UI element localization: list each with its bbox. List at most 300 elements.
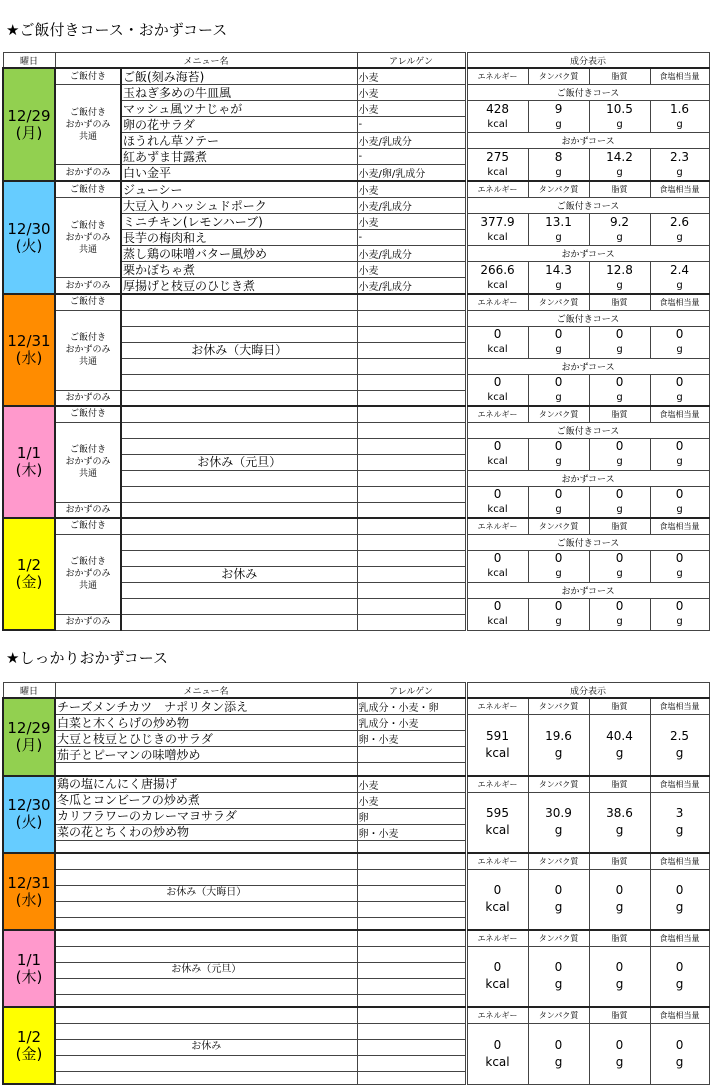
unit: kcal [467,230,528,246]
allergen: 小麦 [357,214,465,230]
nutrition-value [650,946,709,1007]
menu-item: ミニチキン(レモンハーブ) [121,214,357,230]
allergen-empty [357,582,465,598]
allergen-empty [357,946,465,962]
nutrition-value [589,946,650,1007]
value: 595 [486,806,509,821]
unit: g [650,614,709,630]
header-menu: メニュー名 [55,53,357,69]
allergen: - [357,149,465,165]
label-common [55,534,121,614]
day-cell [3,776,55,854]
nutrition-label: 食塩相当量 [650,853,709,869]
day-of-week: (月) [15,123,43,142]
value: 0 [675,883,684,898]
course-okazu-label: おかずコース [467,246,709,262]
value: 0 [554,883,563,898]
day-date: 12/30 [7,796,51,815]
okazu-value: 0 [589,598,650,614]
unit: kcal [467,566,528,582]
allergen-empty [357,486,465,502]
unit: g [528,566,589,582]
unit: g [589,278,650,295]
gohan-value: 428 [467,101,528,117]
unit: g [589,342,650,358]
allergen-empty [357,406,465,422]
menu-empty [121,502,357,518]
gohan-value: 0 [467,550,528,566]
allergen: 小麦 [357,85,465,101]
label-gohan: ご飯付き [55,294,121,310]
day-date: 12/31 [7,873,51,892]
allergen-empty [357,901,465,917]
value: 3 [675,806,684,821]
label-common-shared: 共通 [78,131,97,142]
label-common-okazu: おかずのみ [65,569,111,579]
unit: g [650,230,709,246]
unit: g [554,1054,563,1069]
nutrition-label: エネルギー [467,406,528,422]
menu-empty [55,1055,357,1071]
allergen: 小麦/乳成分 [357,278,465,295]
nutrition-label: 脂質 [589,698,650,715]
menu-item: 白い金平 [121,165,357,182]
unit: g [615,1054,624,1069]
nutrition-label: タンパク質 [528,68,589,85]
allergen-empty [357,1023,465,1039]
allergen-empty [357,358,465,374]
nutrition-label: タンパク質 [528,294,589,310]
nutrition-label: 脂質 [589,776,650,793]
value: 0 [493,883,502,898]
label-common-gohan: ご飯付き [69,107,106,118]
allergen-empty [357,885,465,901]
nutrition-value [589,1023,650,1084]
menu-item: 茄子とピーマンの味噌炒め [55,747,357,763]
day-date: 1/2 [16,556,42,574]
okazu-value: 0 [589,486,650,502]
unit: g [675,823,684,838]
unit: kcal [467,278,528,295]
label-common-shared: 共通 [78,469,97,479]
nutrition-label: タンパク質 [528,181,589,198]
allergen-empty [357,994,465,1007]
okazu-value: 0 [650,374,709,390]
label-gohan: ご飯付き [55,518,121,534]
menu-empty [121,390,357,406]
menu-table-shikkari [2,682,710,1085]
unit: g [554,900,563,915]
gohan-value: 9 [528,101,589,117]
menu-empty [55,978,357,994]
menu-empty [55,994,357,1007]
okazu-value: 0 [528,486,589,502]
gohan-value: 0 [467,438,528,454]
gohan-value: 13.1 [528,214,589,230]
nutrition-label: エネルギー [467,181,528,198]
allergen-empty [357,598,465,614]
day-cell [3,406,55,518]
nutrition-label: 脂質 [589,853,650,869]
okazu-value: 0 [650,486,709,502]
unit: kcal [467,614,528,630]
course-gohan-label: ご飯付きコース [467,310,709,326]
menu-empty [121,614,357,630]
menu-item: 蒸し鶏の味噌バター風炒め [121,246,357,262]
unit: g [615,900,624,915]
nutrition-label: タンパク質 [528,1007,589,1023]
menu-item: 紅あずま甘露煮 [121,149,357,165]
section1-title: ★ご飯付きコース・おかずコース [6,21,228,39]
day-cell [3,294,55,406]
allergen: 小麦 [357,181,465,198]
nutrition-label: タンパク質 [528,406,589,422]
label-common-shared: 共通 [78,357,97,367]
nutrition-label: 脂質 [589,1007,650,1023]
allergen: - [357,117,465,133]
allergen-empty [357,438,465,454]
unit: g [528,454,589,470]
nutrition-label: 脂質 [589,406,650,422]
menu-empty [55,930,357,946]
unit: g [528,278,589,295]
allergen-empty [357,310,465,326]
unit: g [589,566,650,582]
menu-empty [55,853,357,869]
nutrition-value [467,869,528,930]
label-common-gohan: ご飯付き [69,445,106,455]
unit: g [650,342,709,358]
allergen: 小麦/卵/乳成分 [357,165,465,182]
header-nutrition: 成分表示 [467,53,709,69]
okazu-value: 2.4 [650,262,709,278]
value: 591 [486,728,509,743]
allergen-empty [357,1007,465,1023]
menu-empty [55,917,357,930]
course-okazu-label: おかずコース [467,582,709,598]
day-of-week: (木) [15,967,43,986]
day-date: 1/2 [16,1027,42,1046]
value: 0 [615,960,624,975]
value: 40.4 [606,728,633,743]
allergen-empty [357,502,465,518]
okazu-value: 0 [528,374,589,390]
unit: g [615,745,624,760]
unit: g [615,823,624,838]
menu-item: 卵の花サラダ [121,117,357,133]
nutrition-value [528,869,589,930]
day-of-week: (水) [15,890,43,909]
allergen: 卵・小麦 [357,824,465,840]
header-allergen: アレルゲン [357,53,465,69]
allergen: 卵・小麦 [357,731,465,747]
value: 0 [615,1037,624,1052]
nutrition-label: 食塩相当量 [650,930,709,946]
label-common [55,198,121,278]
unit: g [650,566,709,582]
allergen-empty [357,470,465,486]
label-common-okazu: おかずのみ [65,457,111,467]
unit: g [650,502,709,518]
allergen: 小麦 [357,792,465,808]
label-common-gohan: ご飯付き [69,333,106,343]
day-cell [3,930,55,1007]
okazu-value: 14.3 [528,262,589,278]
unit: g [589,230,650,246]
nutrition-value [650,1023,709,1084]
menu-empty [55,763,357,776]
okazu-value: 0 [650,598,709,614]
menu-item: 冬瓜とコンビーフの炒め煮 [55,792,357,808]
course-gohan-label: ご飯付きコース [467,198,709,214]
gohan-value: 0 [589,550,650,566]
allergen-empty [357,853,465,869]
menu-empty [55,869,357,885]
unit: g [675,977,684,992]
allergen-empty [357,978,465,994]
allergen-empty [357,1055,465,1071]
allergen-empty [357,454,465,470]
gohan-value: 9.2 [589,214,650,230]
nutrition-label: 食塩相当量 [650,518,709,534]
header-day: 曜日 [3,53,55,69]
rest-notice: お休み（大晦日） [55,885,357,901]
header-day: 曜日 [3,683,55,699]
gohan-value: 10.5 [589,101,650,117]
nutrition-label: 脂質 [589,518,650,534]
value: 30.9 [545,806,572,821]
rest-notice: お休み（大晦日） [121,342,357,358]
label-okazu: おかずのみ [55,614,121,630]
nutrition-label: 脂質 [589,930,650,946]
unit: kcal [485,900,510,915]
unit: g [528,230,589,246]
unit: kcal [485,745,510,760]
day-cell [3,68,55,181]
nutrition-value [589,715,650,776]
menu-empty [121,310,357,326]
value: 2.5 [669,728,690,743]
allergen: 小麦 [357,68,465,85]
nutrition-label: エネルギー [467,776,528,793]
day-date: 12/29 [7,718,51,737]
menu-empty [121,470,357,486]
nutrition-label: タンパク質 [528,930,589,946]
nutrition-label: エネルギー [467,1007,528,1023]
unit: g [528,117,589,133]
menu-empty [55,901,357,917]
nutrition-value [467,946,528,1007]
day-cell [3,518,55,630]
menu-item: マッシュ風ツナじゃが [121,101,357,117]
unit: g [528,165,589,182]
allergen-empty [357,763,465,776]
okazu-value: 14.2 [589,149,650,165]
menu-item: 栗かぼちゃ煮 [121,262,357,278]
allergen-empty [357,1071,465,1084]
unit: g [650,454,709,470]
day-cell [3,181,55,294]
course-gohan-label: ご飯付きコース [467,534,709,550]
allergen: 小麦/乳成分 [357,198,465,214]
value: 0 [493,1037,502,1052]
allergen-empty [357,534,465,550]
nutrition-label: エネルギー [467,853,528,869]
nutrition-label: エネルギー [467,930,528,946]
menu-empty [121,550,357,566]
nutrition-value [528,946,589,1007]
header-allergen: アレルゲン [357,683,465,699]
okazu-value: 8 [528,149,589,165]
nutrition-label: 食塩相当量 [650,406,709,422]
unit: g [650,165,709,182]
okazu-value: 2.3 [650,149,709,165]
menu-empty [55,946,357,962]
day-of-week: (火) [15,813,43,832]
okazu-value: 0 [589,374,650,390]
day-of-week: (水) [15,349,43,367]
menu-table-gohan-okazu [2,52,710,631]
allergen: 卵 [357,808,465,824]
allergen-empty [357,614,465,630]
unit: g [528,502,589,518]
course-gohan-label: ご飯付きコース [467,422,709,438]
allergen-empty [357,326,465,342]
value: 0 [554,1037,563,1052]
course-gohan-label: ご飯付きコース [467,85,709,101]
rest-notice: お休み（元旦） [55,962,357,978]
allergen-empty [357,1039,465,1055]
gohan-value: 0 [528,326,589,342]
unit: g [589,390,650,406]
menu-item: ほうれん草ソテー [121,133,357,149]
menu-empty [121,438,357,454]
allergen-empty [357,374,465,390]
menu-empty [121,534,357,550]
nutrition-label: 食塩相当量 [650,68,709,85]
okazu-value: 266.6 [467,262,528,278]
nutrition-label: エネルギー [467,518,528,534]
menu-item: 菜の花とちくわの炒め物 [55,824,357,840]
unit: g [528,390,589,406]
allergen: 小麦 [357,101,465,117]
unit: g [589,454,650,470]
unit: kcal [485,977,510,992]
nutrition-label: タンパク質 [528,518,589,534]
nutrition-label: 脂質 [589,68,650,85]
allergen-empty [357,422,465,438]
menu-item: 大豆入りハッシュドポーク [121,198,357,214]
unit: kcal [467,342,528,358]
rest-notice: お休み [55,1039,357,1055]
day-of-week: (木) [15,461,43,479]
nutrition-value [528,715,589,776]
allergen: 小麦 [357,262,465,278]
nutrition-value [528,1023,589,1084]
label-common [55,85,121,165]
label-common-shared: 共通 [78,244,97,255]
course-okazu-label: おかずコース [467,470,709,486]
nutrition-label: 食塩相当量 [650,776,709,793]
unit: g [615,977,624,992]
gohan-value: 2.6 [650,214,709,230]
allergen-empty [357,342,465,358]
nutrition-label: 脂質 [589,181,650,198]
day-of-week: (金) [15,1044,43,1063]
unit: g [589,502,650,518]
label-okazu: おかずのみ [55,278,121,295]
allergen: 乳成分・小麦・卵 [357,698,465,715]
unit: g [554,823,563,838]
day-date: 12/31 [7,332,51,350]
allergen-empty [357,917,465,930]
menu-empty [121,406,357,422]
nutrition-label: エネルギー [467,698,528,715]
unit: g [554,745,563,760]
value: 0 [554,960,563,975]
menu-empty [121,422,357,438]
nutrition-value [650,869,709,930]
allergen-empty [357,294,465,310]
gohan-value: 0 [589,326,650,342]
gohan-value: 377.9 [467,214,528,230]
unit: g [528,342,589,358]
nutrition-value [589,869,650,930]
unit: kcal [467,165,528,182]
label-common-gohan: ご飯付き [69,557,106,567]
day-of-week: (火) [15,236,43,255]
label-common-shared: 共通 [78,581,97,591]
label-common-okazu: おかずのみ [65,345,111,355]
menu-empty [55,1023,357,1039]
allergen: 小麦 [357,776,465,793]
nutrition-value [467,1023,528,1084]
menu-empty [121,326,357,342]
nutrition-label: エネルギー [467,294,528,310]
allergen-empty [357,518,465,534]
value: 0 [675,1037,684,1052]
value: 0 [675,960,684,975]
value: 0 [493,960,502,975]
label-gohan: ご飯付き [55,406,121,422]
nutrition-value [467,715,528,776]
rest-notice: お休み [121,566,357,582]
unit: kcal [467,502,528,518]
unit: g [554,977,563,992]
menu-empty [55,1071,357,1084]
unit: g [589,614,650,630]
label-okazu: おかずのみ [55,502,121,518]
label-gohan: ご飯付き [55,68,121,85]
unit: kcal [485,1054,510,1069]
day-date: 1/1 [16,950,42,969]
allergen-empty [357,566,465,582]
gohan-value: 0 [650,326,709,342]
course-okazu-label: おかずコース [467,358,709,374]
okazu-value: 275 [467,149,528,165]
section2-title: ★しっかりおかずコース [6,649,168,667]
menu-item: 厚揚げと枝豆のひじき煮 [121,278,357,295]
allergen-empty [357,962,465,978]
allergen: - [357,230,465,246]
unit: kcal [467,390,528,406]
allergen-empty [357,930,465,946]
allergen: 乳成分・小麦 [357,715,465,731]
menu-empty [121,598,357,614]
value: 0 [615,883,624,898]
day-date: 1/1 [16,444,42,462]
menu-item: 白菜と木くらげの炒め物 [55,715,357,731]
